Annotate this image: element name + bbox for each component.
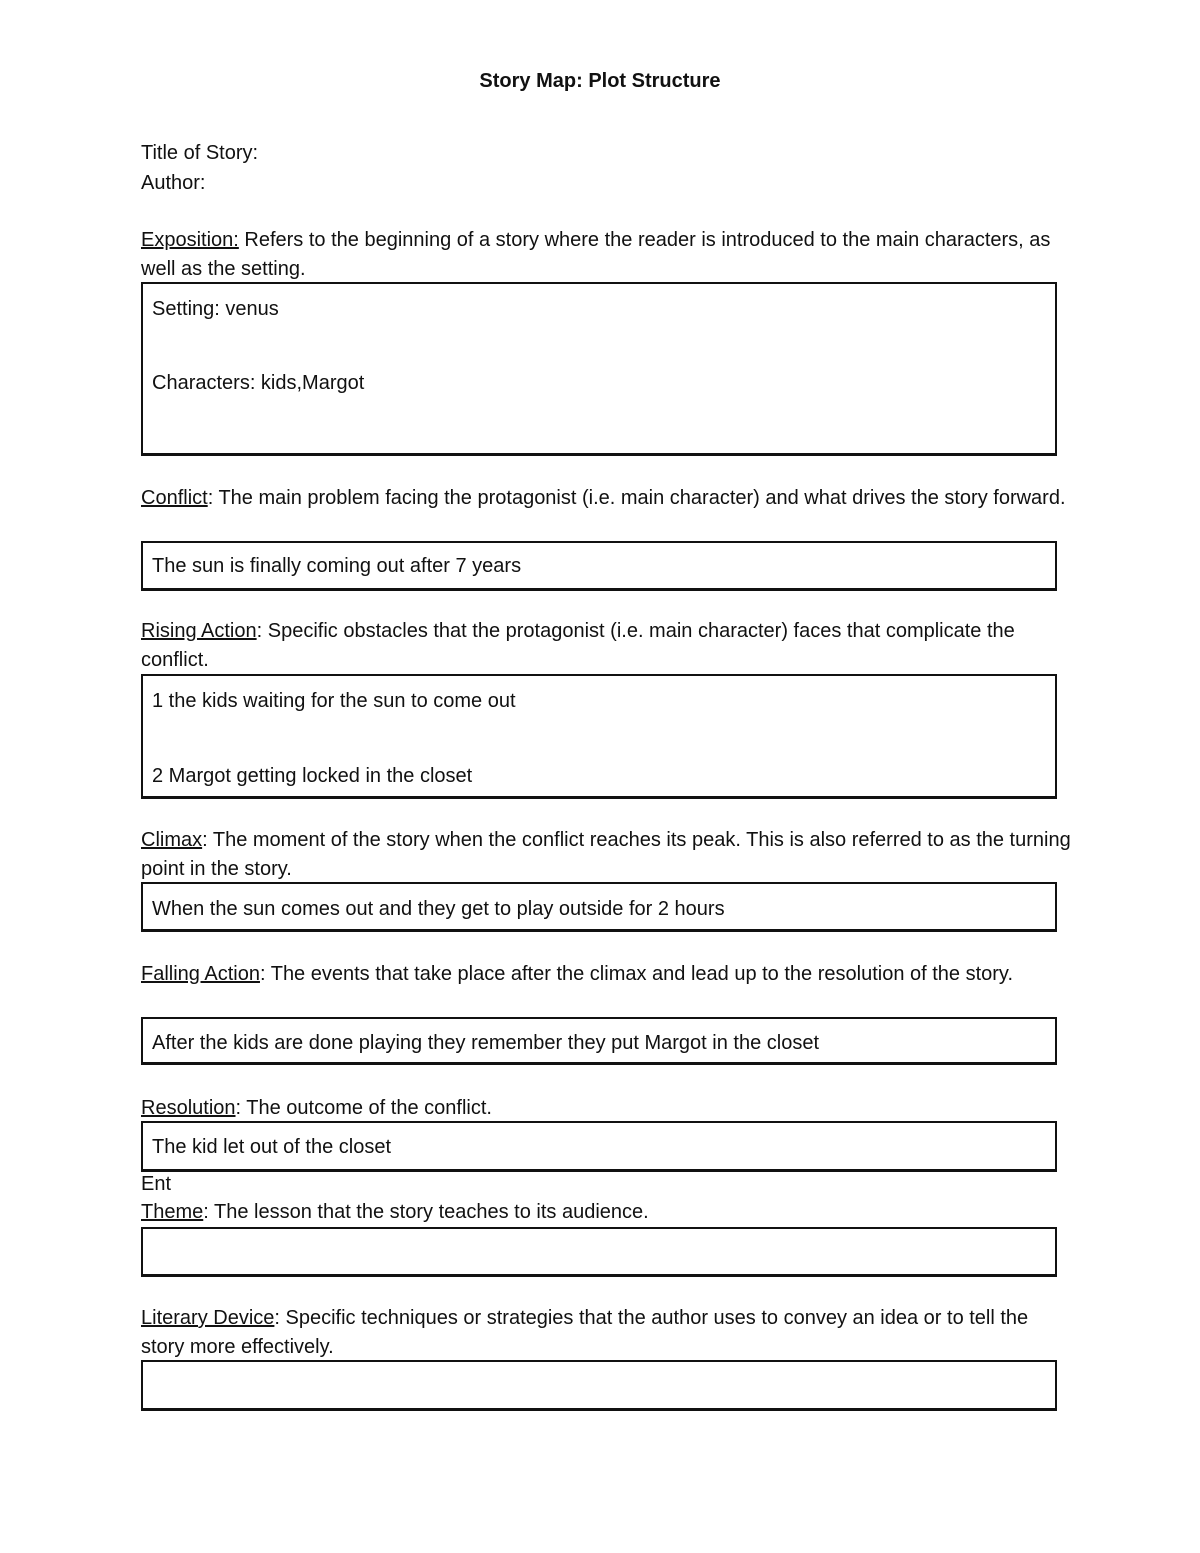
theme-description: : The lesson that the story teaches to its audience. xyxy=(203,1201,649,1223)
falling-action-heading: Falling Action xyxy=(141,963,260,985)
conflict-answer: The sun is finally coming out after 7 years xyxy=(152,555,522,577)
resolution-heading: Resolution xyxy=(141,1097,236,1119)
exposition-heading: Exposition: xyxy=(141,229,239,251)
climax-heading: Climax xyxy=(141,829,203,851)
climax-prompt xyxy=(141,826,1071,884)
resolution-answer-box[interactable] xyxy=(141,1121,1057,1172)
setting-answer: Setting: venus xyxy=(152,298,279,320)
climax-answer-box[interactable] xyxy=(141,882,1057,932)
rising-action-answer-1: 1 the kids waiting for the sun to come out xyxy=(152,690,516,712)
theme-answer-box[interactable] xyxy=(141,1227,1057,1277)
literary-device-answer-box[interactable] xyxy=(141,1360,1057,1411)
conflict-heading: Conflict xyxy=(141,487,208,509)
characters-answer: Characters: kids,Margot xyxy=(152,372,365,394)
title-of-story-label: Title of Story: xyxy=(141,142,259,164)
rising-action-prompt xyxy=(141,617,1071,675)
page-title: Story Map: Plot Structure xyxy=(479,70,721,92)
resolution-description: : The outcome of the conflict. xyxy=(235,1097,492,1119)
rising-action-answer-2: 2 Margot getting locked in the closet xyxy=(152,765,473,787)
conflict-description: : The main problem facing the protagonist (i.e. main character) and what drives the story forward. xyxy=(207,487,1066,509)
theme-prompt xyxy=(141,1198,1071,1227)
exposition-prompt xyxy=(141,226,1071,284)
literary-device-prompt xyxy=(141,1304,1071,1362)
falling-action-description: : The events that take place after the climax and lead up to the resolution of the story. xyxy=(259,963,1014,985)
falling-action-answer-box[interactable] xyxy=(141,1017,1057,1065)
climax-description: : The moment of the story when the conflict reaches its peak. This is also referred to as the turning point in the story. xyxy=(141,829,1071,880)
conflict-answer-box[interactable] xyxy=(141,541,1057,591)
rising-action-heading: Rising Action xyxy=(141,620,257,642)
exposition-answer-box[interactable] xyxy=(141,282,1057,456)
theme-heading: Theme xyxy=(141,1201,204,1223)
literary-device-description: : Specific techniques or strategies that the author uses to convey an idea or to tell the story more effectively. xyxy=(141,1307,1029,1358)
conflict-prompt xyxy=(141,484,1071,513)
resolution-prompt xyxy=(141,1094,1071,1123)
rising-action-description: : Specific obstacles that the protagonist (i.e. main character) faces that complicate the conflict. xyxy=(141,620,1015,671)
stray-text: Ent xyxy=(141,1173,172,1195)
exposition-description: Refers to the beginning of a story where the reader is introduced to the main characters, as well as the setting. xyxy=(141,229,1051,280)
falling-action-answer: After the kids are done playing they remember they put Margot in the closet xyxy=(152,1032,820,1054)
climax-answer: When the sun comes out and they get to play outside for 2 hours xyxy=(152,898,725,920)
rising-action-answer-box[interactable] xyxy=(141,674,1057,799)
falling-action-prompt xyxy=(141,960,1071,989)
literary-device-heading: Literary Device xyxy=(141,1307,275,1329)
resolution-answer: The kid let out of the closet xyxy=(152,1136,392,1158)
author-label: Author: xyxy=(141,172,206,194)
